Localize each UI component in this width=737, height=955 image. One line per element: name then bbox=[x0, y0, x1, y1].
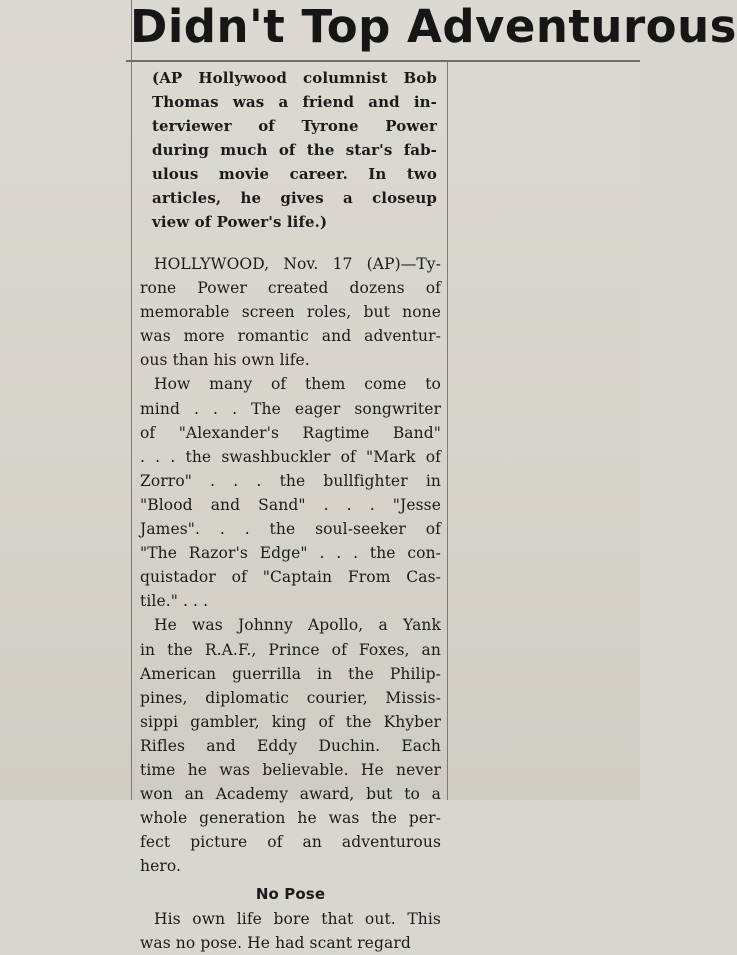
intro-line: Thomas was a friend and in- bbox=[152, 93, 437, 111]
article-line: won an Academy award, but to a bbox=[140, 785, 441, 804]
article-line: Rifles and Eddy Duchin. Each bbox=[140, 736, 441, 755]
article-line: "The Razor's Edge" . . . the con- bbox=[140, 544, 441, 563]
article-line: hero. bbox=[140, 857, 182, 876]
headline: Didn't Top Adventurous bbox=[130, 0, 737, 53]
article-line: ous than his own life. bbox=[140, 351, 310, 370]
intro-line: during much of the star's fab- bbox=[152, 141, 437, 159]
article-line: in the R.A.F., Prince of Foxes, an bbox=[140, 640, 441, 659]
middle-column bbox=[140, 62, 441, 955]
intro-note bbox=[140, 62, 441, 234]
article-line: He was Johnny Apollo, a Yank bbox=[154, 616, 441, 635]
article-line: quistador of "Captain From Cas- bbox=[140, 568, 441, 587]
article-line: sippi gambler, king of the Khyber bbox=[140, 712, 441, 731]
subhead-no-pose: No Pose bbox=[255, 885, 326, 904]
article-line: memorable screen roles, but none bbox=[140, 303, 441, 322]
column-rule-right bbox=[447, 62, 448, 800]
article-line: was more romantic and adventur- bbox=[140, 327, 441, 346]
article-line: Zorro" . . . the bullfighter in bbox=[140, 471, 441, 490]
intro-line: terviewer of Tyrone Power bbox=[152, 117, 437, 135]
article-line: James". . . the soul-seeker of bbox=[140, 520, 441, 539]
article-line: whole generation he was the per- bbox=[140, 809, 441, 828]
article-line: "Blood and Sand" . . . "Jesse bbox=[140, 495, 441, 514]
article-line: tile." . . . bbox=[140, 592, 209, 611]
article-line: time he was believable. He never bbox=[140, 760, 441, 779]
article-line: HOLLYWOOD, Nov. 17 (AP)—Ty- bbox=[154, 255, 441, 273]
article-line: fect picture of an adventurous bbox=[140, 833, 441, 852]
article-line: . . . the swashbuckler of "Mark of bbox=[140, 447, 441, 466]
article-body bbox=[140, 252, 441, 955]
column-rule-left bbox=[131, 0, 132, 800]
article-line: was no pose. He had scant regard bbox=[140, 933, 411, 952]
intro-line: (AP Hollywood columnist Bob bbox=[152, 69, 437, 87]
article-line: His own life bore that out. This bbox=[154, 909, 441, 928]
intro-line: articles, he gives a closeup bbox=[152, 189, 437, 207]
article-line: mind . . . The eager songwriter bbox=[140, 399, 441, 418]
article-line: American guerrilla in the Philip- bbox=[140, 664, 441, 683]
intro-line: ulous movie career. In two bbox=[152, 165, 437, 183]
article-line: of "Alexander's Ragtime Band" bbox=[140, 423, 441, 442]
intro-line: view of Power's life.) bbox=[152, 213, 328, 231]
article-line: How many of them come to bbox=[154, 375, 441, 394]
article-line: pines, diplomatic courier, Missis- bbox=[140, 688, 441, 707]
article-line: rone Power created dozens of bbox=[140, 279, 441, 298]
